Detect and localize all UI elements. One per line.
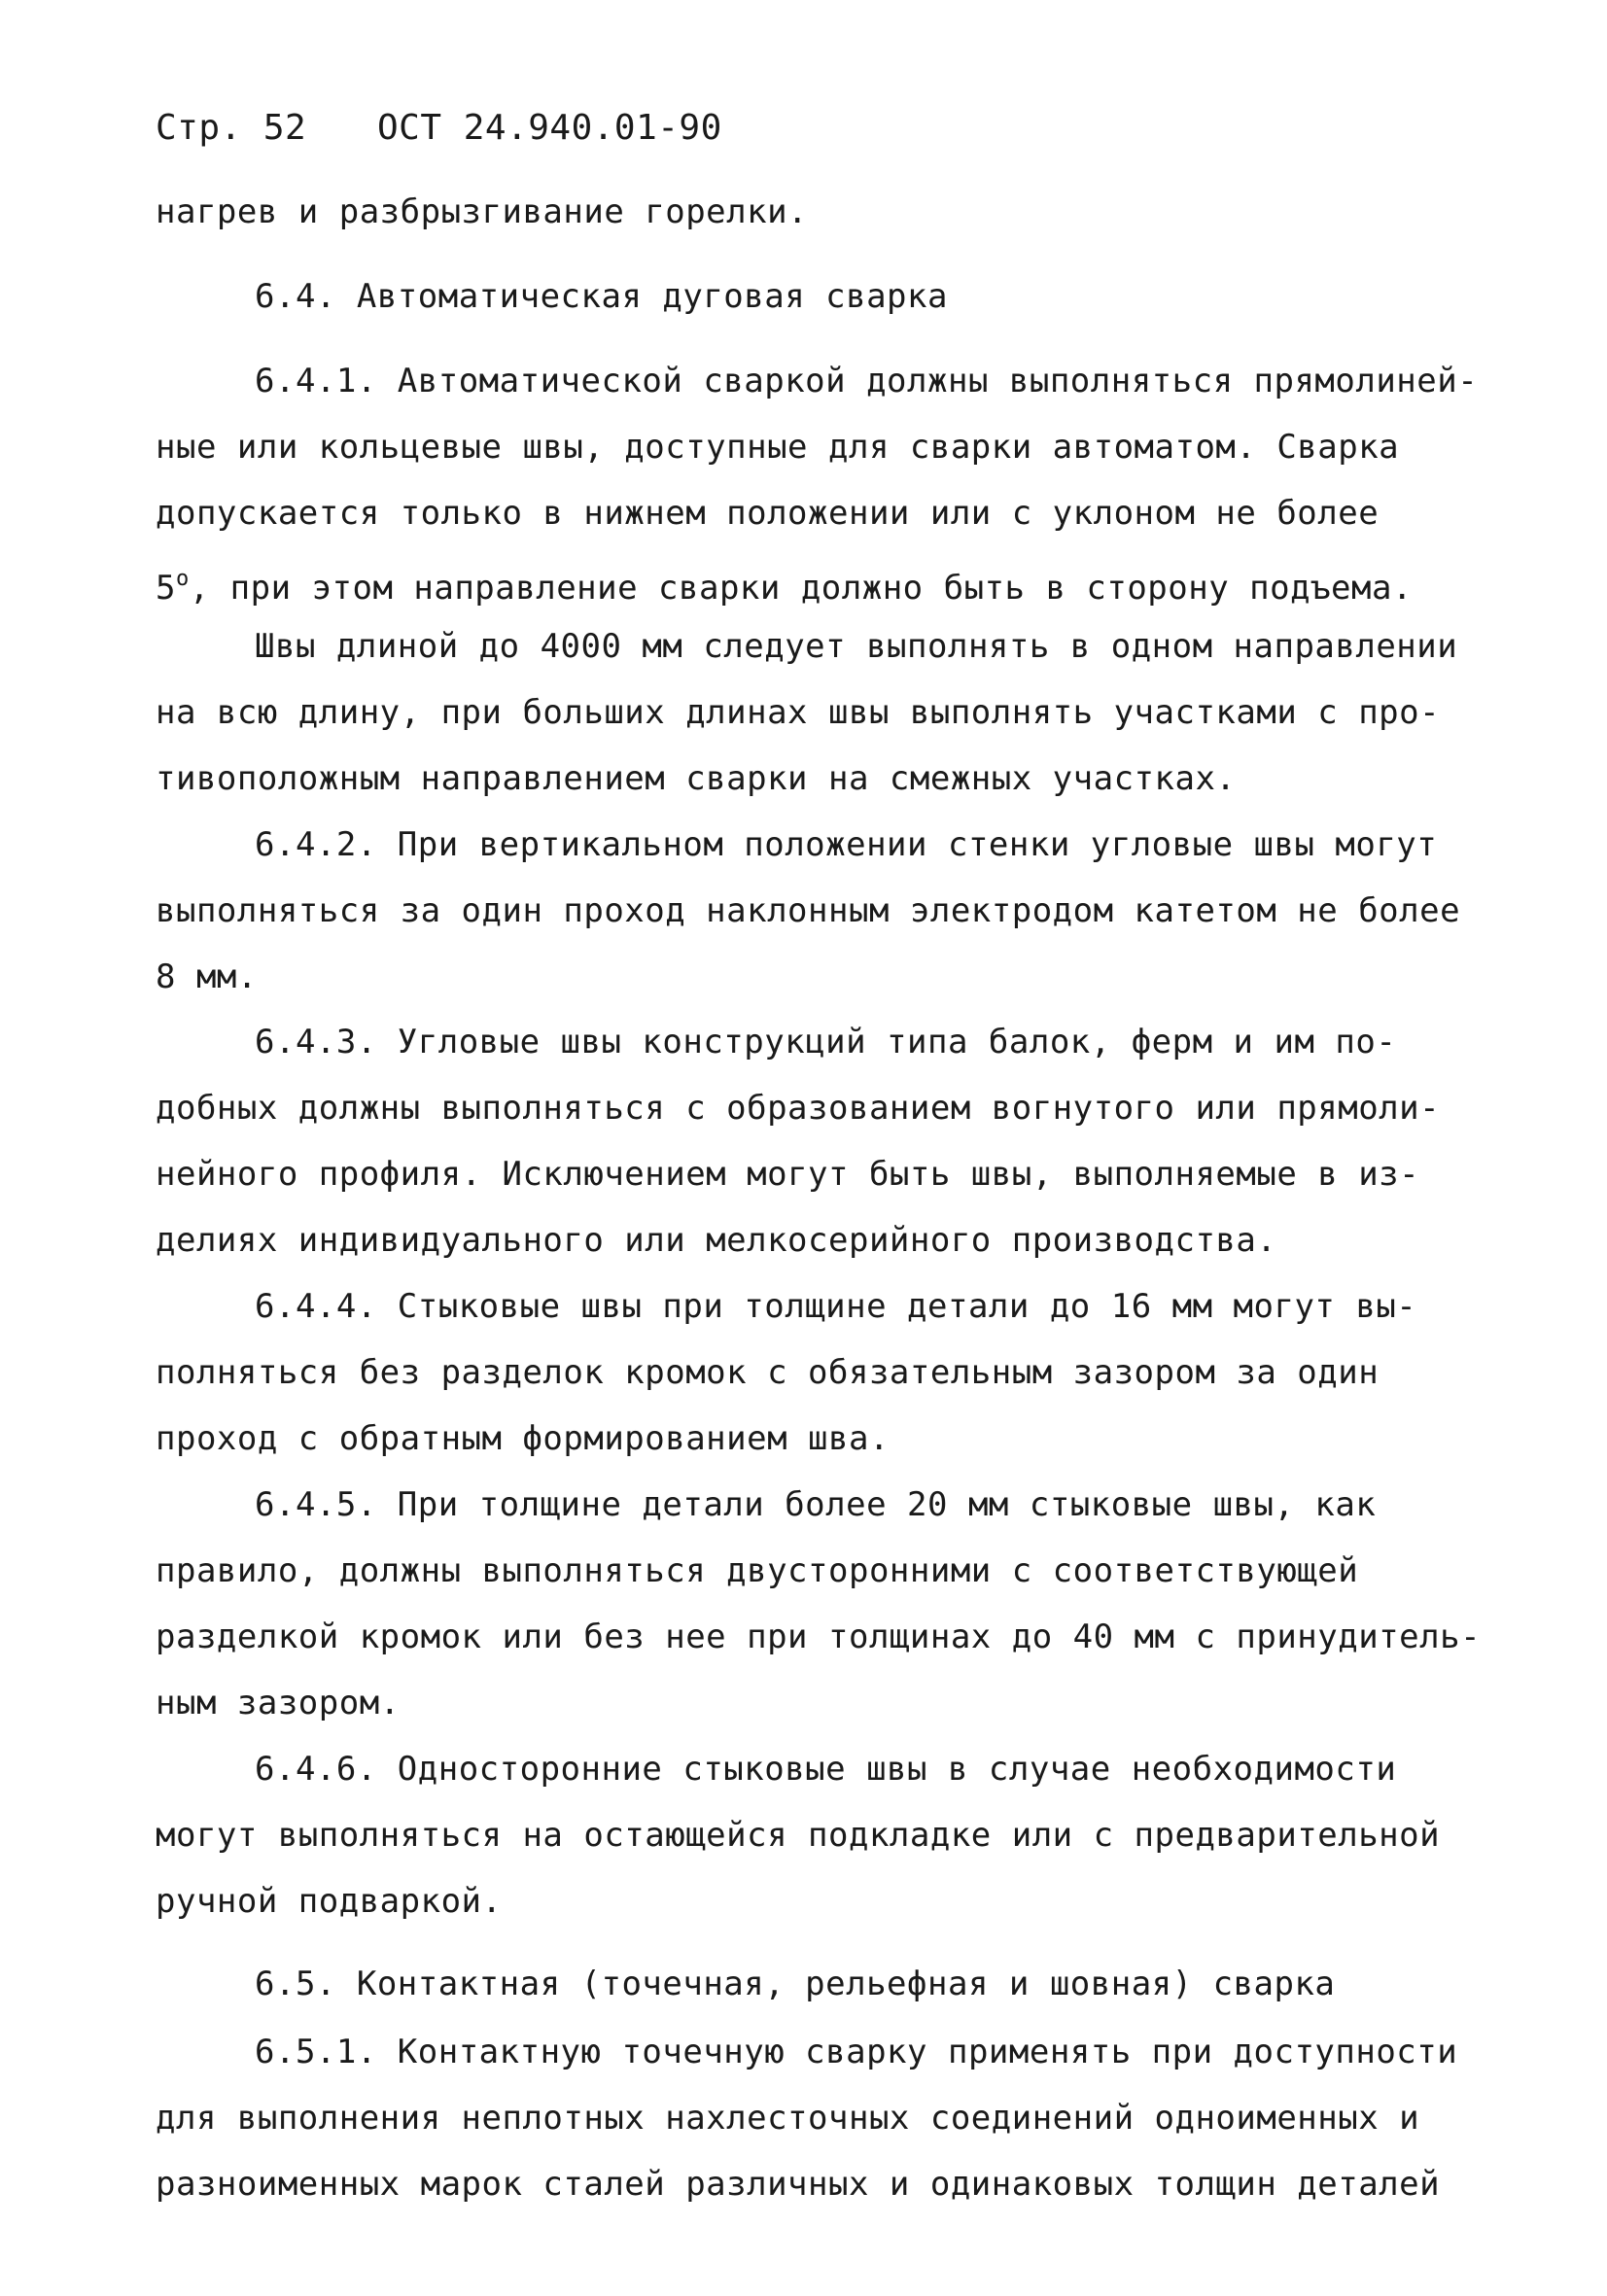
text-line: нейного профиля. Исключением могут быть швы, выполняемые в из- [156, 1155, 1420, 1194]
text-line: на всю длину, при больших длинах швы выполнять участками с про- [156, 693, 1441, 732]
text-line: 6.4.4. Стыковые швы при толщине детали до 16 мм могут вы- [255, 1287, 1417, 1326]
text-line: 6.4.5. При толщине детали более 20 мм стыковые швы, как [255, 1485, 1377, 1524]
text-line: нагрев и разбрызгивание горелки. [156, 192, 809, 231]
section-heading: 6.5. Контактная (точечная, рельефная и шовная) сварка [255, 1965, 1336, 2003]
text-line: 6.5.1. Контактную точечную сварку применять при доступности [255, 2033, 1458, 2071]
text-line: 8 мм. [156, 957, 258, 996]
text-line: делиях индивидуального или мелкосерийного производства. [156, 1221, 1277, 1260]
text-line: полняться без разделок кромок с обязательным зазором за один [156, 1353, 1380, 1392]
section-heading: 6.4. Автоматическая дуговая сварка [255, 277, 948, 316]
page-number: Стр. 52 [156, 108, 307, 148]
standard-number: ОСТ 24.940.01-90 [377, 108, 722, 148]
text-line: могут выполняться на остающейся подкладке или с предварительной [156, 1816, 1441, 1855]
text-line: выполняться за один проход наклонным электродом катетом не более [156, 891, 1461, 930]
text-line: ным зазором. [156, 1684, 401, 1722]
text-line: тивоположным направлением сварки на смежных участках. [156, 759, 1237, 798]
text-line: 6.4.1. Автоматической сваркой должны выполняться прямолиней- [255, 362, 1479, 400]
text-line: проход с обратным формированием шва. [156, 1419, 890, 1458]
text-line: 6.4.3. Угловые швы конструкций типа балок, ферм и им по- [255, 1023, 1397, 1061]
text-line: добных должны выполняться с образованием вогнутого или прямоли- [156, 1089, 1441, 1128]
text-line: ные или кольцевые швы, доступные для сварки автоматом. Сварка [156, 428, 1400, 467]
text-line: 6.4.6. Односторонние стыковые швы в случае необходимости [255, 1750, 1397, 1789]
text-line: правило, должны выполняться двусторонними с соответствующей [156, 1551, 1359, 1590]
text-line: допускается только в нижнем положении или с уклоном не более [156, 494, 1380, 533]
text-line: Швы длиной до 4000 мм следует выполнять в одном направлении [255, 627, 1458, 666]
text-line: 6.4.2. При вертикальном положении стенки угловые швы могут [255, 825, 1438, 864]
text-line: $5^о$, при этом направление сварки должно быть в сторону подъема. [156, 567, 1413, 608]
text-line: для выполнения неплотных нахлесточных соединений одноименных и [156, 2099, 1420, 2138]
text-line: разделкой кромок или без нее при толщинах до 40 мм с принудитель- [156, 1618, 1482, 1656]
text-line: разноименных марок сталей различных и одинаковых толщин деталей [156, 2165, 1441, 2204]
text-line: ручной подваркой. [156, 1882, 503, 1921]
